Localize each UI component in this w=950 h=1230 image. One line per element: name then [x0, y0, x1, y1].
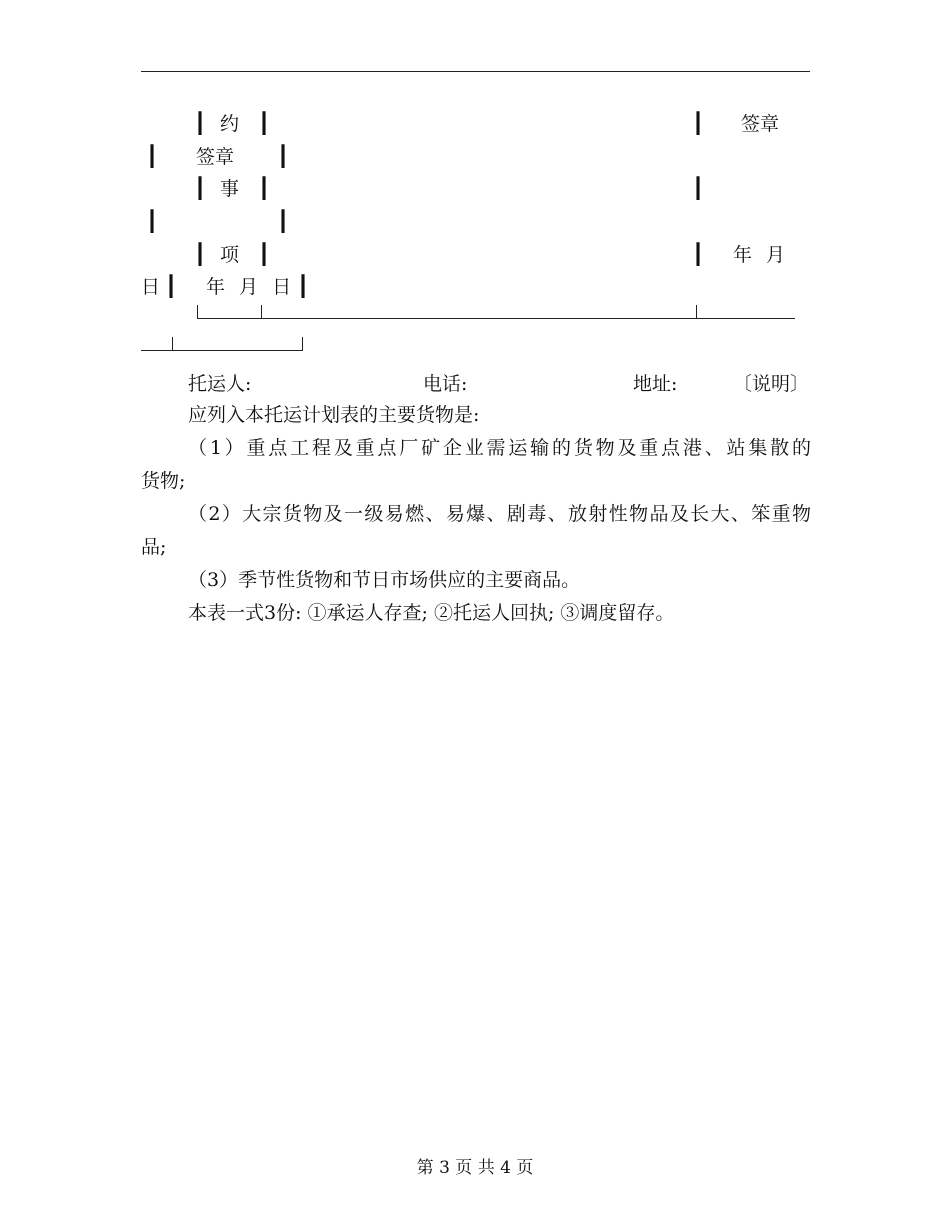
header-rule [141, 71, 810, 72]
notes-item-2-cont: 品; [141, 536, 167, 558]
row-label-shi: 事 [220, 178, 240, 200]
table-border-wrap: ┃ [146, 209, 159, 233]
notes-intro: 应列入本托运计划表的主要货物是: [188, 404, 480, 426]
notes-item-2: （2）大宗货物及一级易燃、易爆、剧毒、放射性物品及长大、笨重物 [188, 503, 811, 525]
date-day-wrap: 日 [141, 276, 161, 298]
table-border-mid: ┃ [258, 176, 271, 200]
signature-label-wrap: 签章 [196, 146, 235, 168]
table-border-right: ┃ [692, 176, 705, 200]
table-border-left: ┃ [194, 176, 207, 200]
note-label: 〔说明〕 [733, 373, 810, 395]
phone-label: 电话: [423, 373, 468, 395]
table-border-wrap [302, 337, 303, 351]
table-bottom-border [197, 318, 795, 319]
notes-item-1: （1）重点工程及重点厂矿企业需运输的货物及重点港、站集散的 [188, 437, 811, 459]
table-border-left: ┃ [194, 111, 207, 135]
date-label-right: 年 月 [733, 244, 786, 266]
table-border-wrap: ┃ [297, 274, 310, 298]
shipper-label: 托运人: [188, 373, 252, 395]
table-border-left [197, 305, 198, 319]
table-border-right: ┃ [692, 242, 705, 266]
table-border-wrap: ┃ [165, 274, 178, 298]
notes-item-3: （3）季节性货物和节日市场供应的主要商品。 [188, 569, 581, 591]
table-border-wrap [172, 337, 173, 351]
table-border-right: ┃ [692, 111, 705, 135]
row-label-xiang: 项 [220, 244, 240, 266]
table-border-mid: ┃ [258, 242, 271, 266]
table-border-mid: ┃ [258, 111, 271, 135]
notes-item-1-cont: 货物; [141, 470, 186, 492]
table-border-right [696, 305, 697, 319]
table-border-mid [261, 305, 262, 319]
table-bottom-border-wrap [141, 350, 303, 351]
table-border-left: ┃ [194, 242, 207, 266]
table-border-wrap: ┃ [146, 144, 159, 168]
signature-label-right: 签章 [741, 113, 780, 135]
table-border-wrap: ┃ [277, 144, 290, 168]
notes-copies: 本表一式3份: ①承运人存查; ②托运人回执; ③调度留存。 [188, 602, 675, 624]
table-border-wrap: ┃ [277, 209, 290, 233]
row-label-yue: 约 [220, 113, 240, 135]
date-label-wrap: 年 月 日 [206, 276, 292, 298]
page-footer: 第 3 页 共 4 页 [416, 1158, 534, 1178]
address-label: 地址: [633, 373, 678, 395]
